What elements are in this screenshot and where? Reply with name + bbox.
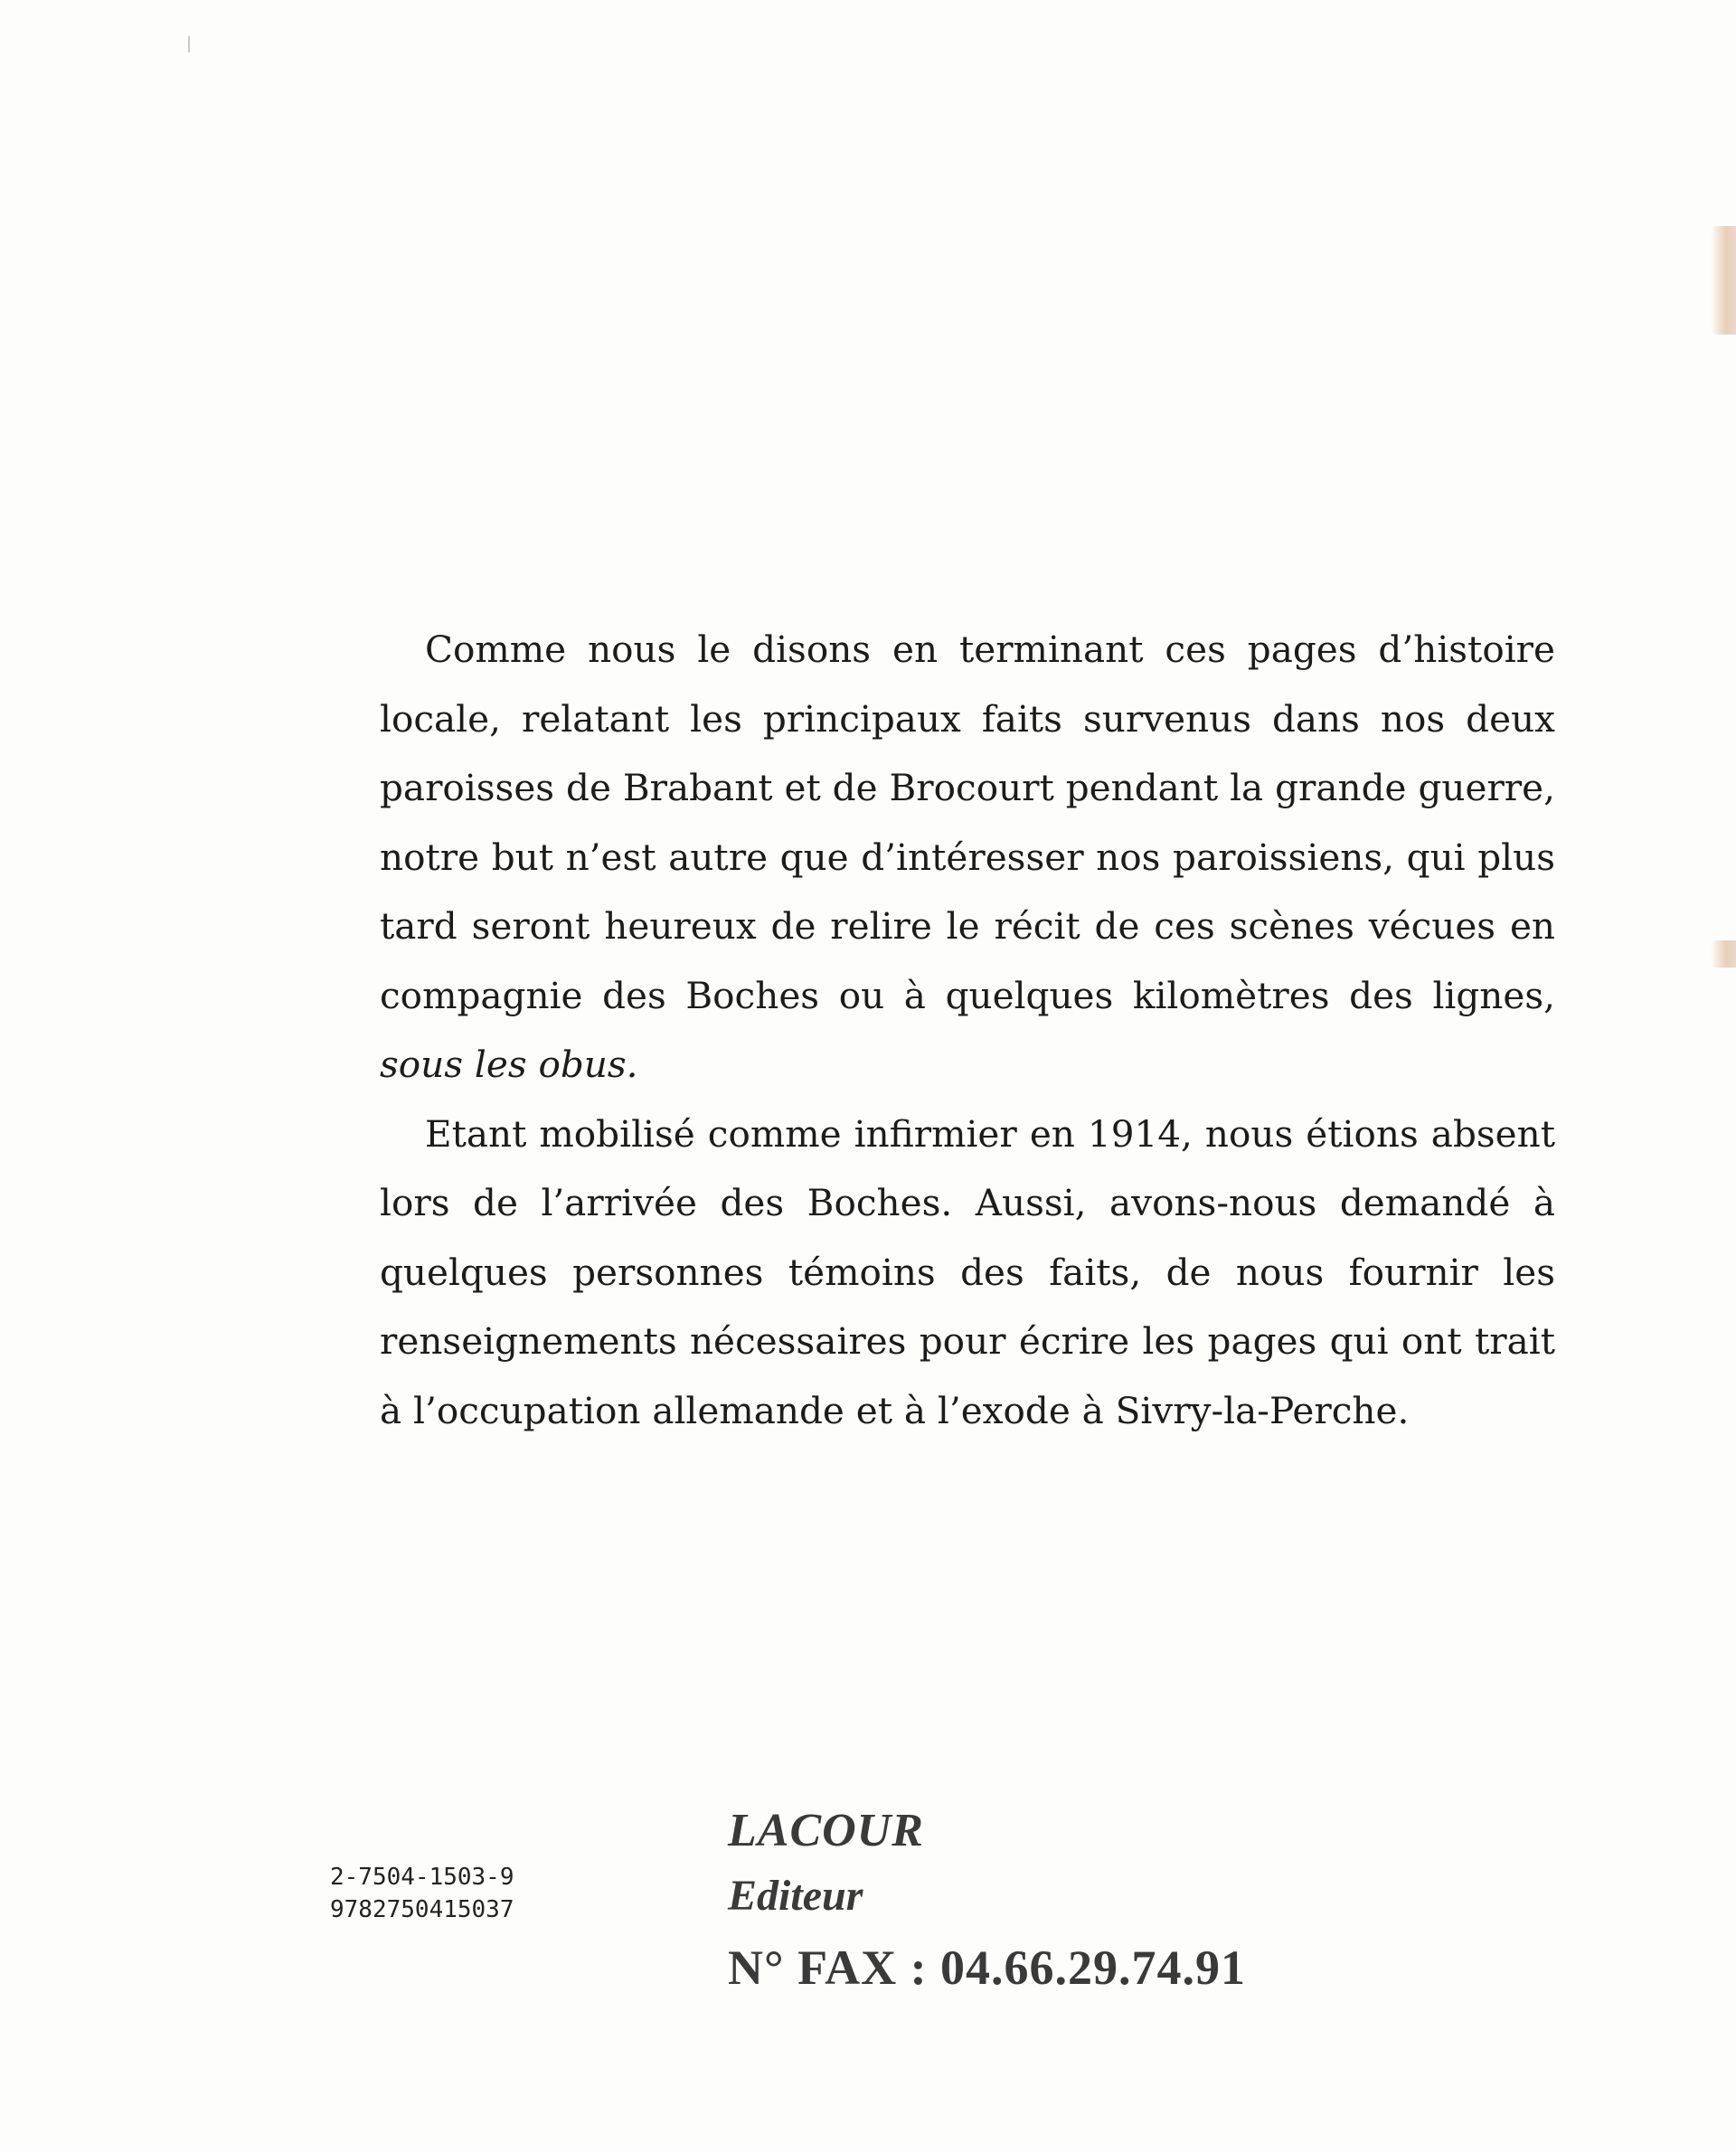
- blurb-paragraph-2: Etant mobilisé comme infirmier en 1914, nous étions absent lors de l’arrivée des Boches. Aussi, avons-nous demandé à quelques personnes témoins des faits, de nous fournir les renseignements nécessaires pour écrire les pages qui ont trait à l’occupation allemande et à l’exode à Sivry-la-Perche.: [380, 1111, 1555, 1432]
- isbn-13: 9782750415037: [330, 1896, 514, 1923]
- blurb-paragraph-1-italic: sous les obus.: [380, 1043, 638, 1086]
- paper-stain: [1711, 226, 1736, 335]
- paper-stain: [1711, 940, 1736, 968]
- scan-mark: [188, 36, 190, 52]
- isbn-10: 2-7504-1503-9: [330, 1864, 514, 1891]
- publisher-name: LACOUR: [728, 1805, 924, 1856]
- publisher-role: Editeur: [728, 1872, 863, 1920]
- blurb-text: [380, 615, 1555, 1445]
- isbn-block: [330, 1861, 514, 1926]
- publisher-block: [728, 1799, 1246, 2006]
- blurb-paragraph-1: [380, 615, 1555, 1100]
- blurb-paragraph-1-text: Comme nous le disons en terminant ces pages d’histoire locale, relatant les principaux faits survenus dans nos deux paroisses de Brabant et de Brocourt pendant la grande guerre, notre but n’est autre que d’intéresser nos paroissiens, qui plus tard seront heureux de relire le récit de ces scènes vécues en compagnie des Boches ou à quelques kilomètres des lignes,: [380, 628, 1555, 1017]
- publisher-fax: N° FAX : 04.66.29.74.91: [728, 1941, 1247, 1995]
